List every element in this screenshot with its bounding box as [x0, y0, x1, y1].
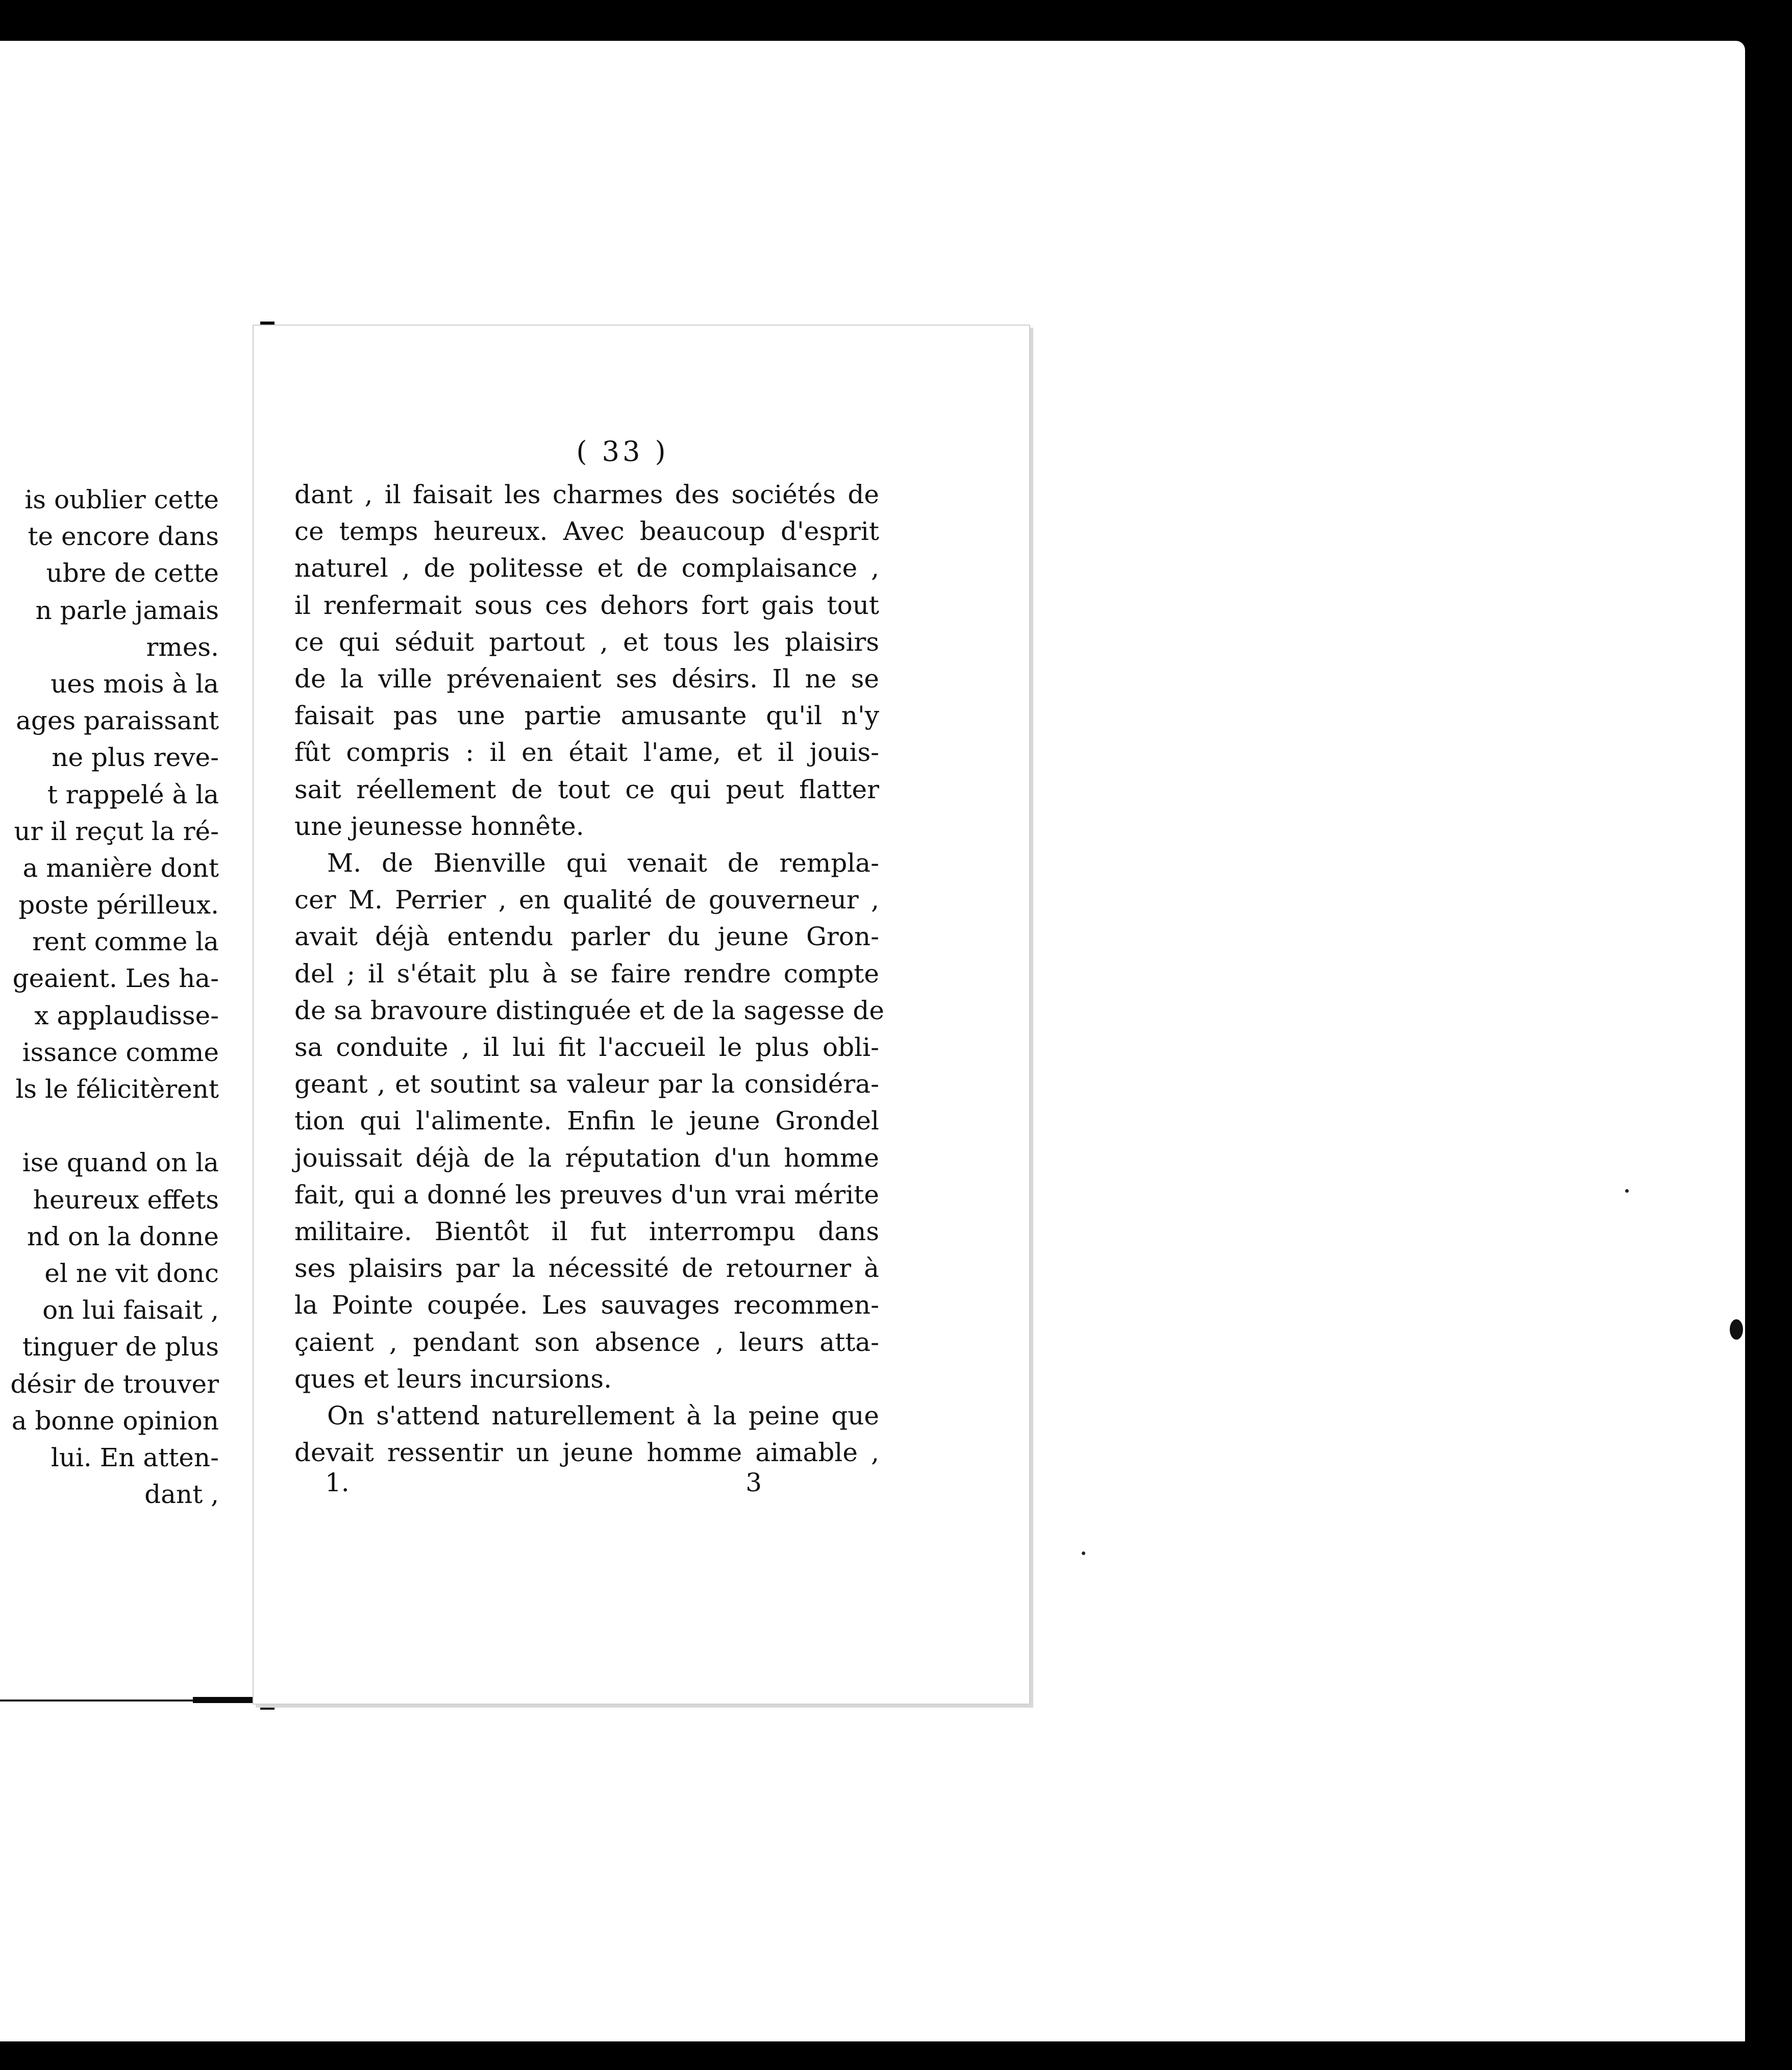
left-column-line: ubre de cette	[46, 558, 219, 588]
left-column-line: te encore dans	[28, 522, 219, 552]
left-column-line: rent comme la	[32, 927, 219, 957]
text-line: de la ville prévenaient ses désirs. Il ne se	[294, 664, 879, 694]
left-column-line: dant ,	[144, 1480, 219, 1510]
text-line: la Pointe coupée. Les sauvages recommen-	[294, 1290, 879, 1320]
speck	[1625, 1189, 1629, 1193]
left-column-line: ues mois à la	[51, 669, 219, 699]
text-line: del ; il s'était plu à se faire rendre compte	[294, 958, 879, 989]
page-number: ( 33 )	[576, 435, 669, 467]
left-column-line: on lui faisait ,	[42, 1295, 219, 1325]
left-column-line: ls le félicitèrent	[15, 1074, 219, 1104]
text-line: ses plaisirs par la nécessité de retourner à	[294, 1253, 879, 1284]
left-column-line: el ne vit donc	[44, 1258, 219, 1288]
text-line: ques et leurs incursions.	[294, 1364, 612, 1394]
text-line: naturel , de politesse et de complaisance ,	[294, 553, 879, 583]
text-line: de sa bravoure distinguée et de la sagesse de	[294, 995, 884, 1025]
page-footer	[294, 1468, 879, 1497]
left-column-line: a bonne opinion	[11, 1406, 219, 1436]
speck	[1082, 1551, 1085, 1555]
left-column-line: heureux effets	[33, 1185, 219, 1215]
left-column-line: nd on la donne	[27, 1221, 219, 1251]
left-page	[0, 327, 265, 1702]
text-line: fait, qui a donné les preuves d'un vrai mérite	[294, 1179, 879, 1210]
left-column-line: x applaudisse-	[34, 1000, 219, 1030]
left-column-line: n parle jamais	[35, 595, 219, 625]
text-line: tion qui l'alimente. Enfin le jeune Grondel	[294, 1106, 879, 1136]
text-line: cer M. Perrier , en qualité de gouverneur ,	[294, 885, 879, 915]
left-column-line: tinguer de plus	[22, 1332, 219, 1362]
left-column-line: is oublier cette	[24, 485, 219, 514]
left-column-line	[0, 1107, 219, 1144]
left-column-line: ur il reçut la ré-	[14, 816, 219, 846]
text-line: avait déjà entendu parler du jeune Gron-	[294, 922, 879, 952]
left-column-line: geaient. Les ha-	[12, 964, 219, 994]
text-line: faisait pas une partie amusante qu'il n'y	[294, 701, 879, 731]
text-line: il renfermait sous ces dehors fort gais tout	[294, 590, 879, 620]
text-line: M. de Bienville qui venait de rempla-	[327, 848, 879, 878]
left-column-line: ne plus reve-	[52, 743, 219, 773]
text-line: une jeunesse honnête.	[294, 811, 584, 841]
page-content	[294, 435, 884, 1498]
left-column-line: ise quand on la	[22, 1148, 219, 1178]
text-line: geant , et soutint sa valeur par la considéra-	[294, 1069, 879, 1099]
sheet-number: 3	[745, 1468, 762, 1498]
text-line: sa conduite , il lui fit l'accueil le plus obli-	[294, 1032, 879, 1063]
text-line: militaire. Bientôt il fut interrompu dans	[294, 1217, 879, 1247]
signature-mark: 1.	[325, 1468, 350, 1498]
left-column-line: issance comme	[22, 1037, 219, 1067]
left-column-line: a manière dont	[22, 853, 219, 883]
left-column-line: ages paraissant	[16, 706, 219, 736]
right-page	[253, 325, 1030, 1705]
text-line: On s'attend naturellement à la peine que	[327, 1401, 879, 1431]
left-column-line: t rappelé à la	[47, 779, 219, 809]
body-text	[294, 476, 884, 1471]
text-line: çaient , pendant son absence , leurs atta-	[294, 1327, 879, 1357]
left-column-line: poste périlleux.	[18, 890, 219, 920]
scan-edge-mark	[1730, 1319, 1743, 1340]
text-line: fût compris : il en était l'ame, et il jouis-	[294, 737, 879, 768]
text-line: jouissait déjà de la réputation d'un homme	[294, 1143, 879, 1173]
text-line: devait ressentir un jeune homme aimable ,	[294, 1438, 879, 1468]
text-line: ce temps heureux. Avec beaucoup d'esprit	[294, 516, 879, 547]
left-column-line: lui. En atten-	[51, 1442, 219, 1472]
text-line: sait réellement de tout ce qui peut flatter	[294, 774, 879, 804]
text-line: dant , il faisait les charmes des sociétés de	[294, 480, 879, 509]
left-column-line: désir de trouver	[10, 1369, 219, 1399]
left-column-line: rmes.	[146, 632, 219, 662]
left-column-text	[0, 481, 219, 1513]
text-line: ce qui séduit partout , et tous les plaisirs	[294, 627, 879, 657]
